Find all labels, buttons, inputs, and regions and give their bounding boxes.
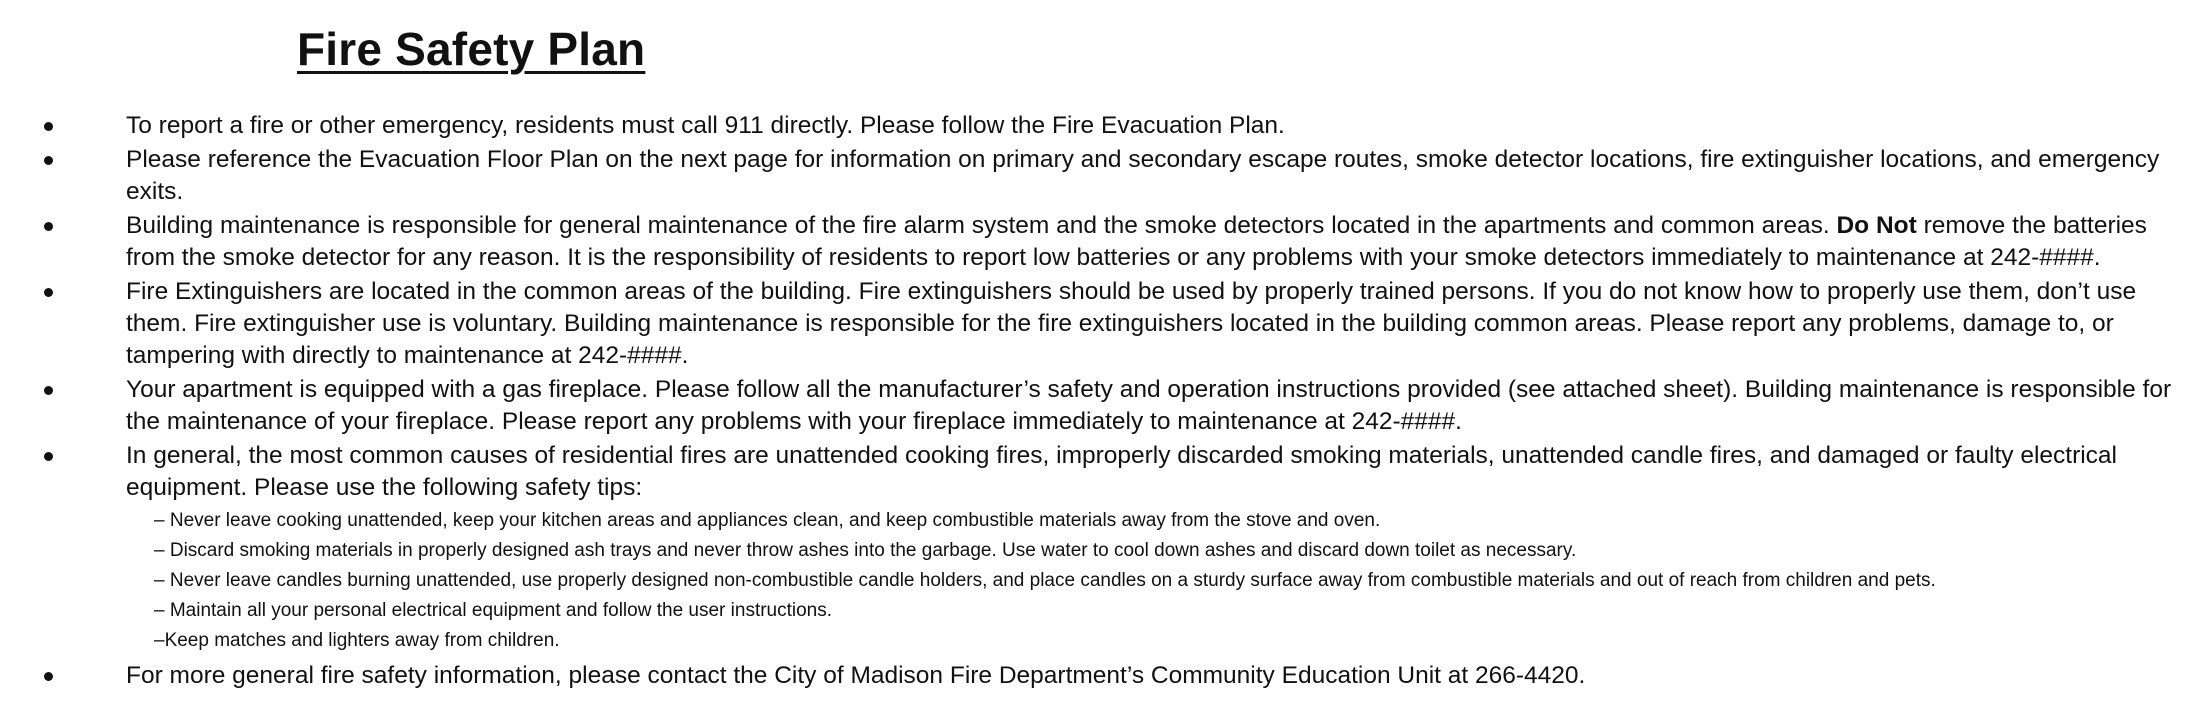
list-item bbox=[0, 374, 2208, 438]
safety-tip: –Keep matches and lighters away from children. bbox=[154, 630, 560, 651]
safety-tip: – Discard smoking materials in properly designed ash trays and never throw ashes into the garbage. Use water to cool down ashes and discard down toilet as necessary. bbox=[154, 540, 1577, 561]
bullet-icon bbox=[44, 386, 53, 395]
bullet-icon bbox=[44, 288, 53, 297]
page-title: Fire Safety Plan bbox=[297, 23, 646, 75]
list-item-text-part: remove the batteries from the smoke detector for any reason. It is the responsibility of residents to report low batteries or any problems with your smoke detectors immediately to maintenance at 242-####. bbox=[126, 212, 2147, 271]
list-item bbox=[0, 276, 2208, 372]
list-item bbox=[0, 110, 2208, 142]
safety-tip: – Never leave candles burning unattended, use properly designed non-combustible candle holders, and place candles on a sturdy surface away from combustible materials and out of reach from children and pets. bbox=[154, 570, 1936, 591]
list-item-text: Fire Extinguishers are located in the common areas of the building. Fire extinguishers should be used by properly trained persons. If you do not know how to properly use them, don’t use them. Fire extinguisher use is voluntary. Building maintenance is responsible for the fire extinguishers located in the building common areas. Please report any problems, damage to, or tampering with directly to maintenance at 242-####. bbox=[126, 278, 2137, 369]
list-item-text: Your apartment is equipped with a gas fireplace. Please follow all the manufacturer’s safety and operation instructions provided (see attached sheet). Building maintenance is responsible for the maintenance of your fireplace. Please report any problems with your fireplace immediately to maintenance at 242-####. bbox=[126, 376, 2172, 435]
emphasis-text: Do Not bbox=[1836, 212, 1917, 239]
bullet-list bbox=[0, 110, 2208, 694]
list-item-text: To report a fire or other emergency, residents must call 911 directly. Please follow the Fire Evacuation Plan. bbox=[126, 112, 1285, 139]
list-item bbox=[0, 440, 2208, 656]
list-item bbox=[0, 210, 2208, 274]
bullet-icon bbox=[44, 156, 53, 165]
safety-tip: – Never leave cooking unattended, keep your kitchen areas and appliances clean, and keep combustible materials away from the stove and oven. bbox=[154, 510, 1381, 531]
safety-tips-list bbox=[126, 506, 2188, 656]
bullet-icon bbox=[44, 452, 53, 461]
list-item-text-part: Building maintenance is responsible for general maintenance of the fire alarm system and the smoke detectors located in the apartments and common areas. bbox=[126, 212, 1837, 239]
bullet-icon bbox=[44, 672, 53, 681]
safety-tip: – Maintain all your personal electrical equipment and follow the user instructions. bbox=[154, 600, 833, 621]
list-item bbox=[0, 660, 2208, 692]
bullet-icon bbox=[44, 122, 53, 131]
list-item-text: Please reference the Evacuation Floor Plan on the next page for information on primary and secondary escape routes, smoke detector locations, fire extinguisher locations, and emergency exits. bbox=[126, 146, 2160, 205]
list-item-text: In general, the most common causes of residential fires are unattended cooking fires, improperly discarded smoking materials, unattended candle fires, and damaged or faulty electrical equipment. Please use the following safety tips: bbox=[126, 442, 2117, 501]
bullet-icon bbox=[44, 222, 53, 231]
list-item bbox=[0, 144, 2208, 208]
list-item-text: For more general fire safety information, please contact the City of Madison Fire Department’s Community Education Unit at 266-4420. bbox=[126, 662, 1586, 689]
list-item-text bbox=[126, 210, 2188, 274]
